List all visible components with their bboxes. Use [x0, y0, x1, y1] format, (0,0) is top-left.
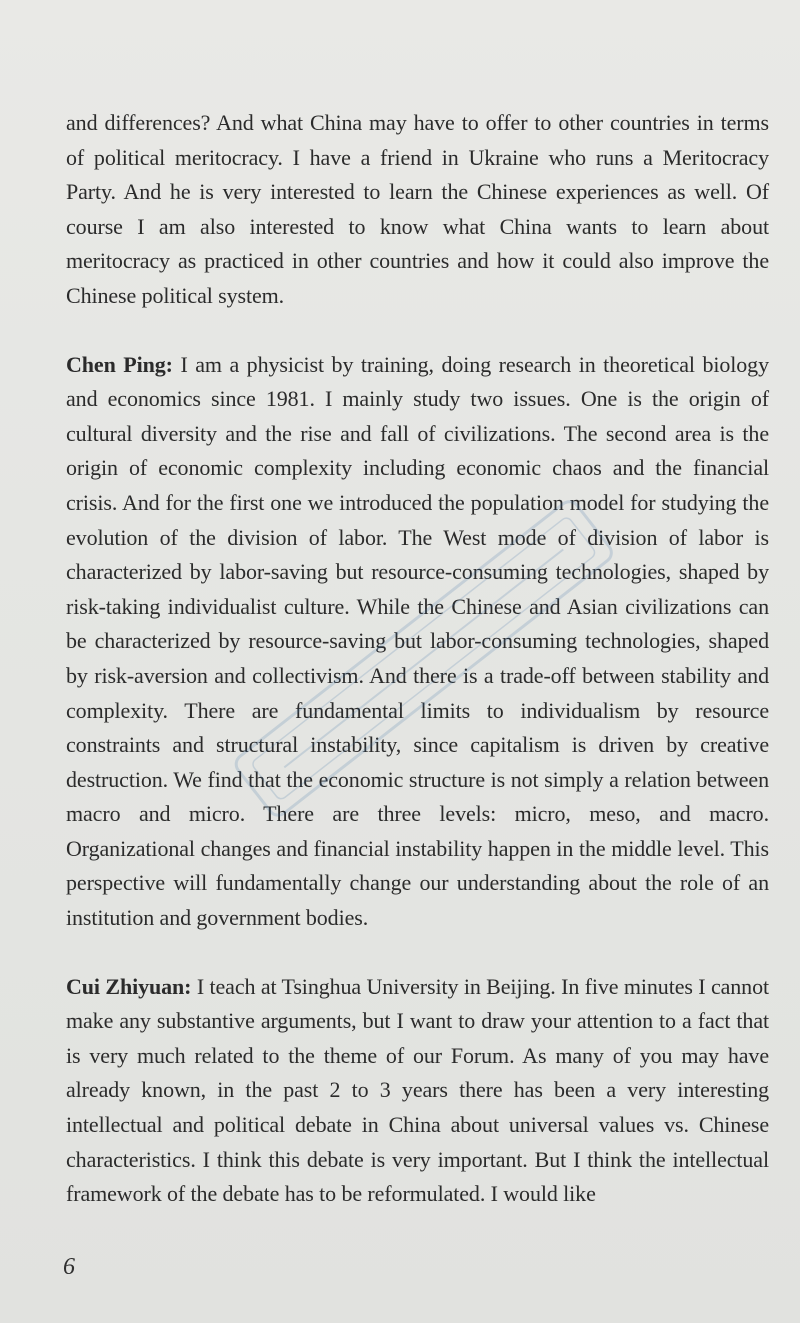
paragraph-text: I teach at Tsinghua University in Beijing. In five minutes I cannot make any substantive arguments, but I want to draw your attention to a fact that is very much related to the theme of our Forum. As many of you may have already known, in the past 2 to 3 years there has been a very interesting intellectual and political debate in China about universal values vs. Chinese characteristics. I think this debate is very important. But I think the intellectual framework of the debate has to be reformulated. I would like [66, 973, 769, 1207]
paragraph-text: I am a physicist by training, doing research in theoretical biology and economics since 1981. I mainly study two issues. One is the origin of cultural diversity and the rise and fall of civilizations. The second area is the origin of economic complexity including economic chaos and the financial crisis. And for the first one we introduced the population model for studying the evolution of the division of labor. The West mode of division of labor is characterized by labor-saving but resource-consuming technologies, shaped by risk-taking individualist culture. While the Chinese and Asian civilizations can be characterized by resource-saving but labor-consuming technologies, shaped by risk-aversion and collectivism. And there is a trade-off between stability and complexity. There are fundamental limits to individualism by resource constraints and structural instability, since capitalism is driven by creative destruction. We find that the economic structure is not simply a relation between macro and micro. There are three levels: micro, meso, and macro. Organizational changes and financial instability happen in the middle level. This perspective will fundamentally change our understanding about the role of an institution and government bodies. [66, 351, 769, 931]
page-body [66, 106, 769, 1212]
paragraph-text: and differences? And what China may have to offer to other countries in terms of political meritocracy. I have a friend in Ukraine who runs a Meritocracy Party. And he is very interested to learn the Chinese experiences as well. Of course I am also interested to know what China wants to learn about meritocracy as practiced in other countries and how it could also improve the Chinese political system. [66, 110, 769, 308]
page-number: 6 [63, 1254, 75, 1280]
speaker-name: Cui Zhiyuan: [66, 973, 192, 999]
paragraph-chen-ping [66, 348, 769, 936]
speaker-name: Chen Ping: [66, 351, 173, 377]
paragraph-continuation [66, 106, 769, 314]
paragraph-cui-zhiyuan [66, 970, 769, 1212]
